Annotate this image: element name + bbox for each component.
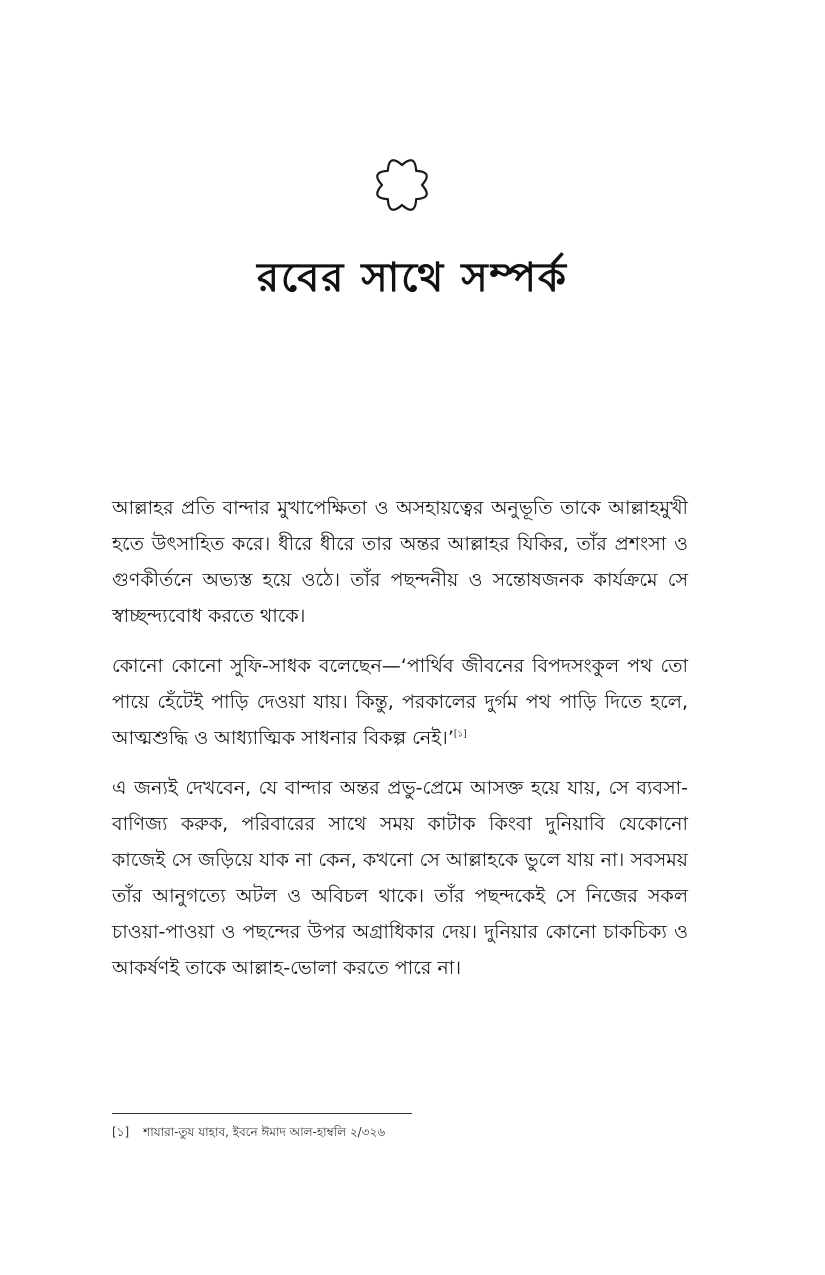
body-text — [112, 490, 688, 1000]
paragraph-2 — [112, 648, 688, 756]
flower-ornament-icon — [369, 152, 435, 218]
paragraph-3: এ জন্যই দেখবেন, যে বান্দার অন্তর প্রভু-প্রেমে আসক্ত হয়ে যায়, সে ব্যবসা-বাণিজ্য করুক, পরিবারের সাথে সময় কাটাক কিংবা দুনিয়াবি যেকোনো কাজেই সে জড়িয়ে যাক না কেন, কখনো সে আল্লাহকে ভুলে যায় না। সবসময় তাঁর আনুগত্যে অটল ও অবিচল থাকে। তাঁর পছন্দকেই সে নিজের সকল চাওয়া-পাওয়া ও পছন্দের উপর অগ্রাধিকার দেয়। দুনিয়ার কোনো চাকচিক্য ও আকর্ষণই তাকে আল্লাহ-ভোলা করতে পারে না। — [112, 777, 688, 979]
footnote — [112, 1124, 688, 1144]
footnote-text: শাযারা-তুয যাহাব, ইবনে ঈমাদ আল-হাম্বলি ২/৩২৬ — [143, 1125, 386, 1139]
footnote-marker: [১] — [112, 1125, 130, 1139]
footnote-divider — [112, 1113, 412, 1114]
paragraph-1: আল্লাহর প্রতি বান্দার মুখাপেক্ষিতা ও অসহায়ত্বের অনুভূতি তাকে আল্লাহমুখী হতে উৎসাহিত করে। ধীরে ধীরে তার অন্তর আল্লাহর যিকির, তাঁর প্রশংসা ও গুণকীর্তনে অভ্যস্ত হয়ে ওঠে। তাঁর পছন্দনীয় ও সন্তোষজনক কার্যক্রমে সে স্বাচ্ছন্দ্যবোধ করতে থাকে। — [112, 497, 688, 627]
paragraph-2-text: কোনো কোনো সুফি-সাধক বলেছেন—‘পার্থিব জীবনের বিপদসংকুল পথ তো পায়ে হেঁটেই পাড়ি দেওয়া যায়। কিন্তু, পরকালের দুর্গম পথ পাড়ি দিতে হলে, আত্মশুদ্ধি ও আধ্যাত্মিক সাধনার বিকল্প নেই।’ — [112, 655, 688, 749]
chapter-title: রবের সাথে সম্পর্ক — [257, 255, 568, 301]
footnote-reference: [১] — [453, 729, 467, 740]
